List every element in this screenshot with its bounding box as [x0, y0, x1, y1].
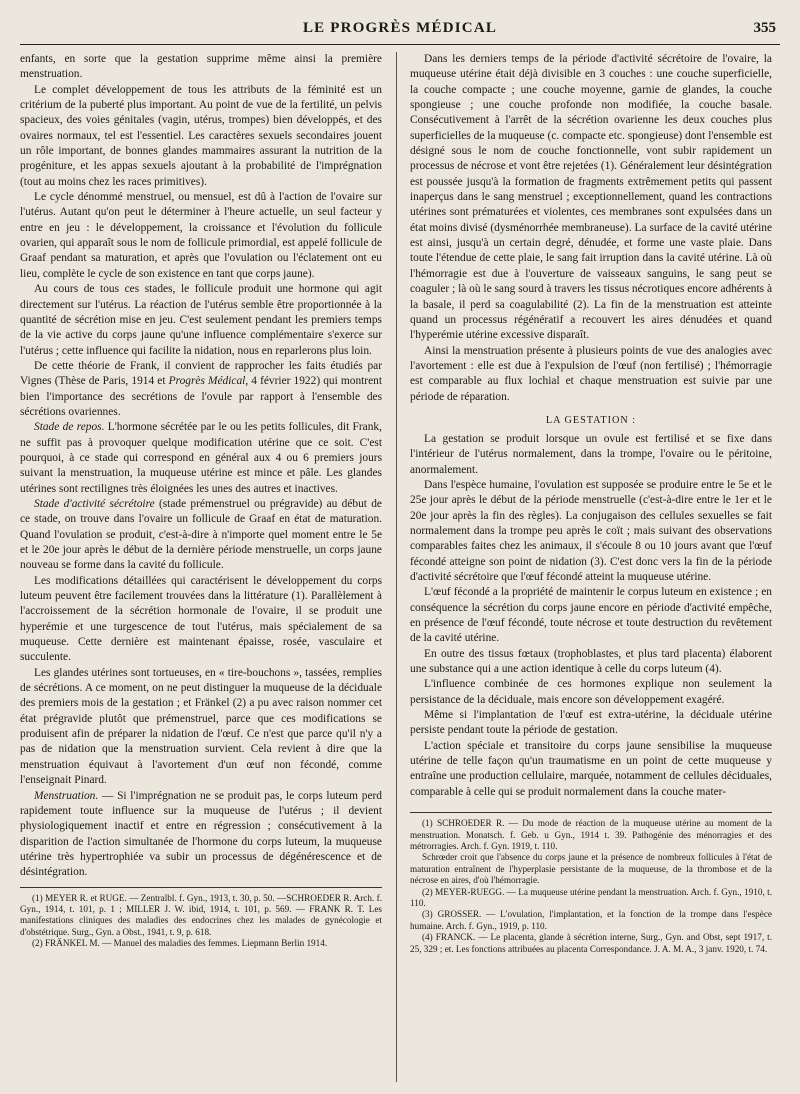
footnotes — [410, 812, 772, 955]
paragraph: Les glandes utérines sont tortueuses, en « tire-bouchons », tassées, remplies de sécrétions. A ce moment, on ne peut distinguer la muqueuse de la déciduale des premiers mois de la gestation ; et Fränkel (2) a pu avec raison nommer cet état prégravide plutôt que prémenstruel, parce que ces modifications se produisent afin de préparer la nidation de l'œuf. Ce n'est que parce qu'il n'y a pas de nidation que la menstruation survient. Cela revient à dire que la menstruation équivaut à l'avortement d'un œuf non fécondé, comme l'enseignait Pinard. — [20, 666, 382, 787]
paragraph: Le cycle dénommé menstruel, ou mensuel, est dû à l'action de l'ovaire sur l'utérus. Autant qu'on peut le déterminer à l'heure actuelle, un seul facteur y entre en jeu : le développement, la croissance et l'évolution du follicule ovarien, qui apparaît sous le nom de follicule primordial, est appelé follicule de Graaf pendant sa maturation, et après que l'ovulation ou l'éclatement ont eu lieu, complète le cycle de son existence en tant que corps jaune). — [20, 191, 382, 280]
footnote: (2) FRÄNKEL M. — Manuel des maladies des femmes. Liepmann Berlin 1914. — [32, 938, 328, 949]
text-run: L'hormone sécrétée par le ou les petits follicules, dit Frank, ne suffit pas à provoquer quelque modification utérine que ce soit. C'est pourquoi, à ce stade qui correspond en général aux 4 ou 6 premiers jours suivant la menstruation, la muqueuse utérine est mince et pâle. Les glandes utérines sont rectilignes très éloignées les unes des autres et inactives. — [20, 421, 382, 495]
text-run: , 4 février 1922) qui montrent bien l'importance des secrétions de l'ovule par rapport à l'ensemble des sécrétions ovariennes. — [20, 375, 382, 418]
text-run: — Si l'imprégnation ne se produit pas, le corps luteum perd rapidement toute influence sur la muqueuse de l'utérus ; il devient physiologiquement inactif et entre en régression ; consécutivement à la disparition de l'action simultanée de l'hormone du corps luteum, la muqueuse utérine très hypertrophiée va subir un processus de dégénérescence et de désintégration. — [20, 789, 382, 879]
paragraph: enfants, en sorte que la gestation supprime même ainsi la première menstruation. — [20, 53, 382, 81]
paragraph — [20, 420, 382, 497]
subheading: Stade d'activité sécrétoire — [34, 497, 155, 510]
paragraph: L'action spéciale et transitoire du corps jaune sensibilise la muqueuse utérine de telle façon qu'un traumatisme en un point de cette muqueuse y entraîne une production cellulaire, marquée, notamment de cellules déciduales, comparable à celle qui se produit normalement dans la couche mater- — [410, 739, 772, 798]
journal-title: Progrès Médical — [168, 375, 246, 388]
running-head: LE PROGRÈS MÉDICAL — [302, 20, 498, 36]
paragraph: L'œuf fécondé a la propriété de maintenir le corpus luteum en existence ; en conséquence la sécrétion du corps jaune encore en période d'activité empêche, en présence de l'œuf fécondé, toute nécrose et toute destruction du revêtement de la cavité utérine. — [410, 586, 772, 645]
page-header — [20, 14, 780, 45]
paragraph — [20, 497, 382, 574]
column-divider — [396, 52, 397, 1082]
paragraph: Au cours de tous ces stades, le follicule produit une hormone qui agit directement sur l'utérus. La réaction de l'utérus semble être proportionnée à la quantité de sécrétion mise en jeu. C'est seulement pendant les premiers temps de la vie active du corps jaune qu'une influence complémentaire s'exerce sur l'utérus ; cette influence qui facilite la nidation, nous en reparlerons plus loin. — [20, 283, 382, 357]
footnote: (1) SCHROEDER R. — Du mode de réaction de la muqueuse utérine au moment de la menstruation. Monatsch. f. Geb. u Gyn., 1914 t. 39. Pathogénie des ménorragies et des métrorragies. Arch. f. Gyn. 1919, t. 110. — [410, 818, 772, 851]
left-column — [20, 52, 382, 1082]
paragraph: L'influence combinée de ces hormones explique non seulement la persistance de la déciduale, mais encore son développement exagéré. — [410, 678, 772, 706]
section-heading: LA GESTATION : — [545, 414, 637, 426]
paragraph: Dans l'espèce humaine, l'ovulation est supposée se produire entre le 5e et le 25e jour après le début de la période menstruelle (c'est-à-dire entre le 1er et le 20e jour après la fin des règles). La conjugaison des cellules sexuelles se fait normalement dans la trompe peu après le coït ; mais suivant des observations comparables faites chez les animaux, il s'écoule 8 ou 10 jours avant que l'œuf fécondé atteigne son point de nidation (3). C'est donc vers la fin de la période d'activité sécrétoire que l'œuf fécondé atteint la muqueuse utérine. — [410, 478, 772, 583]
footnotes — [20, 887, 382, 950]
text-run: De cette théorie de Frank, il convient de rapprocher les faits étudiés par Vignes (Thèse de Paris, 1914 et — [20, 359, 382, 388]
paragraph — [20, 789, 382, 881]
text-run: (stade prémenstruel ou prégravide) au début de ce stade, on trouve dans l'ovaire un follicule de Graaf en état de maturation. Quand l'ovulation se produit, c'est-à-dire à n'importe quel moment entre le 5e et le 20e jour après le début de la dernière période menstruelle, un corps jaune nouveau se forme dans la cavité du follicule. — [20, 497, 382, 572]
paragraph: Le complet développement de tous les attributs de la féminité est un critérium de la puberté plus important. Au point de vue de la fertilité, un pelvis spacieux, des voies génitales (vagin, utérus, trompes) bien développés, et des ovaires normaux, tel est l'essentiel. Les caractères sexuels secondaires jouent un rôle important, de bonnes glandes mammaires assurant la nutrition de la progéniture, et les appas sexuels ajoutant à la probabilité de l'imprégnation (tout au moins chez les races primitives). — [20, 83, 382, 188]
paragraph: Les modifications détaillées qui caractérisent le développement du corps luteum peuvent être facilement trouvées dans la littérature (1). Parallèlement à l'accroissement de la sécrétion hormonale de l'ovaire, il se produit une hyperémie et une turgescence de tout l'utérus, mais spécialement de sa muqueuse. Cette dernière est maintenant épaisse, rosée, vasculaire et succulente. — [20, 574, 382, 664]
footnote: (2) MEYER-RUEGG. — La muqueuse utérine pendant la menstruation. Arch. f. Gyn., 1910, t. 110. — [410, 886, 772, 908]
paragraph: En outre des tissus fœtaux (trophoblastes, et plus tard placenta) élaborent une substance qui a une action identique à celle du corps luteum (4). — [410, 647, 772, 676]
subheading: Stade de repos. — [34, 421, 105, 434]
paragraph: Dans les derniers temps de la période d'activité sécrétoire de l'ovaire, la muqueuse utérine était déjà divisible en 3 couches : une couche superficielle, la couche compacte ; une couche moyenne, garnie de glandes, la couche spongieuse ; une couche profonde non modifiée, la couche basale. Consécutivement à l'arrêt de la sécrétion ovarienne les deux couches plus superficielles de la muqueuse (c. compacte etc. spongieuse) dont l'ensemble est désigné sous le nom de couche fonctionnelle, vont subir rapidement un processus de nécrose et vont être rejetées (1). Généralement leur désintégration est poussée jusqu'à la formation de fragments extrêmement petits qui passent inaperçus dans le sang menstruel ; exceptionnellement, quand les contractions utérines sont prématurées et violentes, ces membranes sont expulsées dans un état moins divisé (dysménorrhée membraneuse). La surface de la cavité utérine est ainsi, jusqu'à un certain degré, dénudée, et forme une vaste plaie. Dans toute l'étendue de cette plaie, le sang fait irruption dans la cavité utérine. Là où l'hémorragie est due à l'ouverture de vaisseaux sanguins, le sang peut se coaguler ; là où le sang sourd à travers les tissus nécrotiques encore adhérents à la basale, il perd sa coagulabilité (2). La fin de la menstruation est atteinte quand un processus régénératif a recouvert les aires dénudées et quand l'hyperémie utérine excessive disparaît. — [410, 53, 772, 342]
paragraph: La gestation se produit lorsque un ovule est fertilisé et se fixe dans l'intérieur de l'utérus normalement, dans la trompe, l'ovaire ou le péritoine, anormalement. — [410, 432, 772, 476]
paragraph — [20, 359, 382, 420]
paragraph: Ainsi la menstruation présente à plusieurs points de vue des analogies avec l'avortement : elle est due à l'expulsion de l'œuf (non fertilisé) ; l'hémorragie est comparable au flux lochial et chaque menstruation est suivie par une période de réparation. — [410, 344, 772, 403]
paragraph: Même si l'implantation de l'œuf est extra-utérine, la déciduale utérine persiste pendant toute la période de gestation. — [410, 709, 772, 737]
footnote: (1) MEYER R. et RUGE. — Zentralbl. f. Gyn., 1913, t. 30, p. 50. —SCHROEDER R. Arch. f. Gyn., 1914, t. 101, p. 1 ; MILLER J. W. ibid, 1914, t. 101, p. 569. — FRANK R. T. Les manifestations cliniques des maladies des endocrines chez les malades de gynécologie et d'obstétrique. Surg., Gyn. a Obst., 1941, t. 9, p. 618. — [20, 892, 382, 937]
footnote: (4) FRANCK. — Le placenta, glande à sécrétion interne, Surg., Gyn. and Obst, sept 1917, t. 25, 329 ; et. Les fonctions attribuées au placenta Correspondance. J. A. M. A., 3 janv. 1920, t. 74. — [410, 932, 772, 954]
footnote: Schrœder croit que l'absence du corps jaune et la présence de nombreux follicules à l'état de maturation entraînent de l'hyperplasie persistante de la muqueuse, de la thrombose et de la nécrose en aires, d'où l'hémorragie. — [410, 852, 772, 886]
page-number: 355 — [753, 20, 776, 36]
footnote: (3) GROSSER. — L'ovulation, l'implantation, et la fonction de la trompe dans l'espèce humaine. Arch. f. Gyn., 1919, p. 110. — [410, 909, 772, 931]
subheading: Menstruation. — [34, 789, 99, 802]
right-column — [410, 52, 772, 1082]
